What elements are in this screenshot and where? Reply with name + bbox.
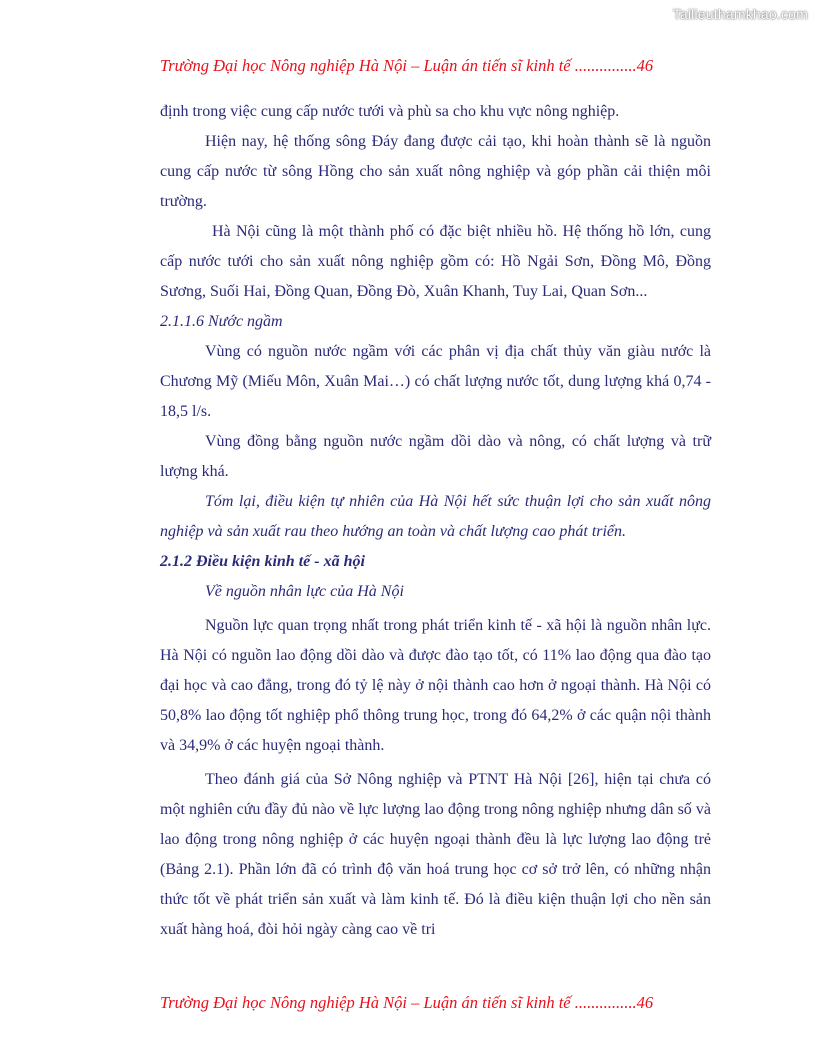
page-footer: Trường Đại học Nông nghiệp Hà Nội – Luận án tiến sĩ kinh tế ...............46 [160, 993, 654, 1012]
section-heading-2-1-2: 2.1.2 Điều kiện kinh tế - xã hội [160, 553, 365, 570]
page-body [160, 97, 711, 945]
paragraph-8: Theo đánh giá của Sở Nông nghiệp và PTNT Hà Nội [26], hiện tại chưa có một nghiên cứu đầy đủ nào về lực lượng lao động trong nông nghiệp nhưng dân số và lao động trong nông nghiệp ở các huyện ngoại thành đều là lực lượng lao động trẻ (Bảng 2.1). Phần lớn đã có trình độ văn hoá trung học cơ sở trở lên, có những nhận thức tốt về phát triển sản xuất và làm kinh tế. Đó là điều kiện thuận lợi cho nền sản xuất hàng hoá, đòi hỏi ngày càng cao về tri [160, 771, 711, 938]
paragraph-2: Hiện nay, hệ thống sông Đáy đang được cải tạo, khi hoàn thành sẽ là nguồn cung cấp nước từ sông Hồng cho sản xuất nông nghiệp và góp phần cải thiện môi trường. [160, 133, 711, 210]
section-heading-2-1-1-6: 2.1.1.6 Nước ngầm [160, 313, 283, 330]
paragraph-3: Hà Nội cũng là một thành phố có đặc biệt nhiều hồ. Hệ thống hồ lớn, cung cấp nước tưới cho sản xuất nông nghiệp gồm có: Hồ Ngải Sơn, Đồng Mô, Đồng Sương, Suối Hai, Đồng Quan, Đồng Đò, Xuân Khanh, Tuy Lai, Quan Sơn... [160, 223, 711, 300]
paragraph-4: Vùng có nguồn nước ngầm với các phân vị địa chất thủy văn giàu nước là Chương Mỹ (Miếu Môn, Xuân Mai…) có chất lượng nước tốt, dung lượng khá 0,74 - 18,5 l/s. [160, 343, 711, 420]
subheading-human-resources: Về nguồn nhân lực của Hà Nội [205, 583, 404, 600]
paragraph-7: Nguồn lực quan trọng nhất trong phát triển kinh tế - xã hội là nguồn nhân lực. Hà Nội có nguồn lao động dồi dào và được đào tạo tốt, có 11% lao động qua đào tạo đại học và cao đẳng, trong đó tỷ lệ này ở nội thành cao hơn ở ngoại thành. Hà Nội có 50,8% lao động tốt nghiệp phổ thông trung học, trong đó 64,2% ở các quận nội thành và 34,9% ở các huyện ngoại thành. [160, 617, 711, 754]
page-header: Trường Đại học Nông nghiệp Hà Nội – Luận án tiến sĩ kinh tế ...............46 [160, 56, 654, 75]
paragraph-1: định trong việc cung cấp nước tưới và phù sa cho khu vực nông nghiệp. [160, 103, 620, 120]
paragraph-summary: Tóm lại, điều kiện tự nhiên của Hà Nội hết sức thuận lợi cho sản xuất nông nghiệp và sản xuất rau theo hướng an toàn và chất lượng cao phát triển. [160, 493, 711, 540]
watermark-text: Tailieuthamkhao.com [672, 6, 808, 22]
paragraph-5: Vùng đồng bằng nguồn nước ngầm dồi dào và nông, có chất lượng và trữ lượng khá. [160, 433, 711, 480]
